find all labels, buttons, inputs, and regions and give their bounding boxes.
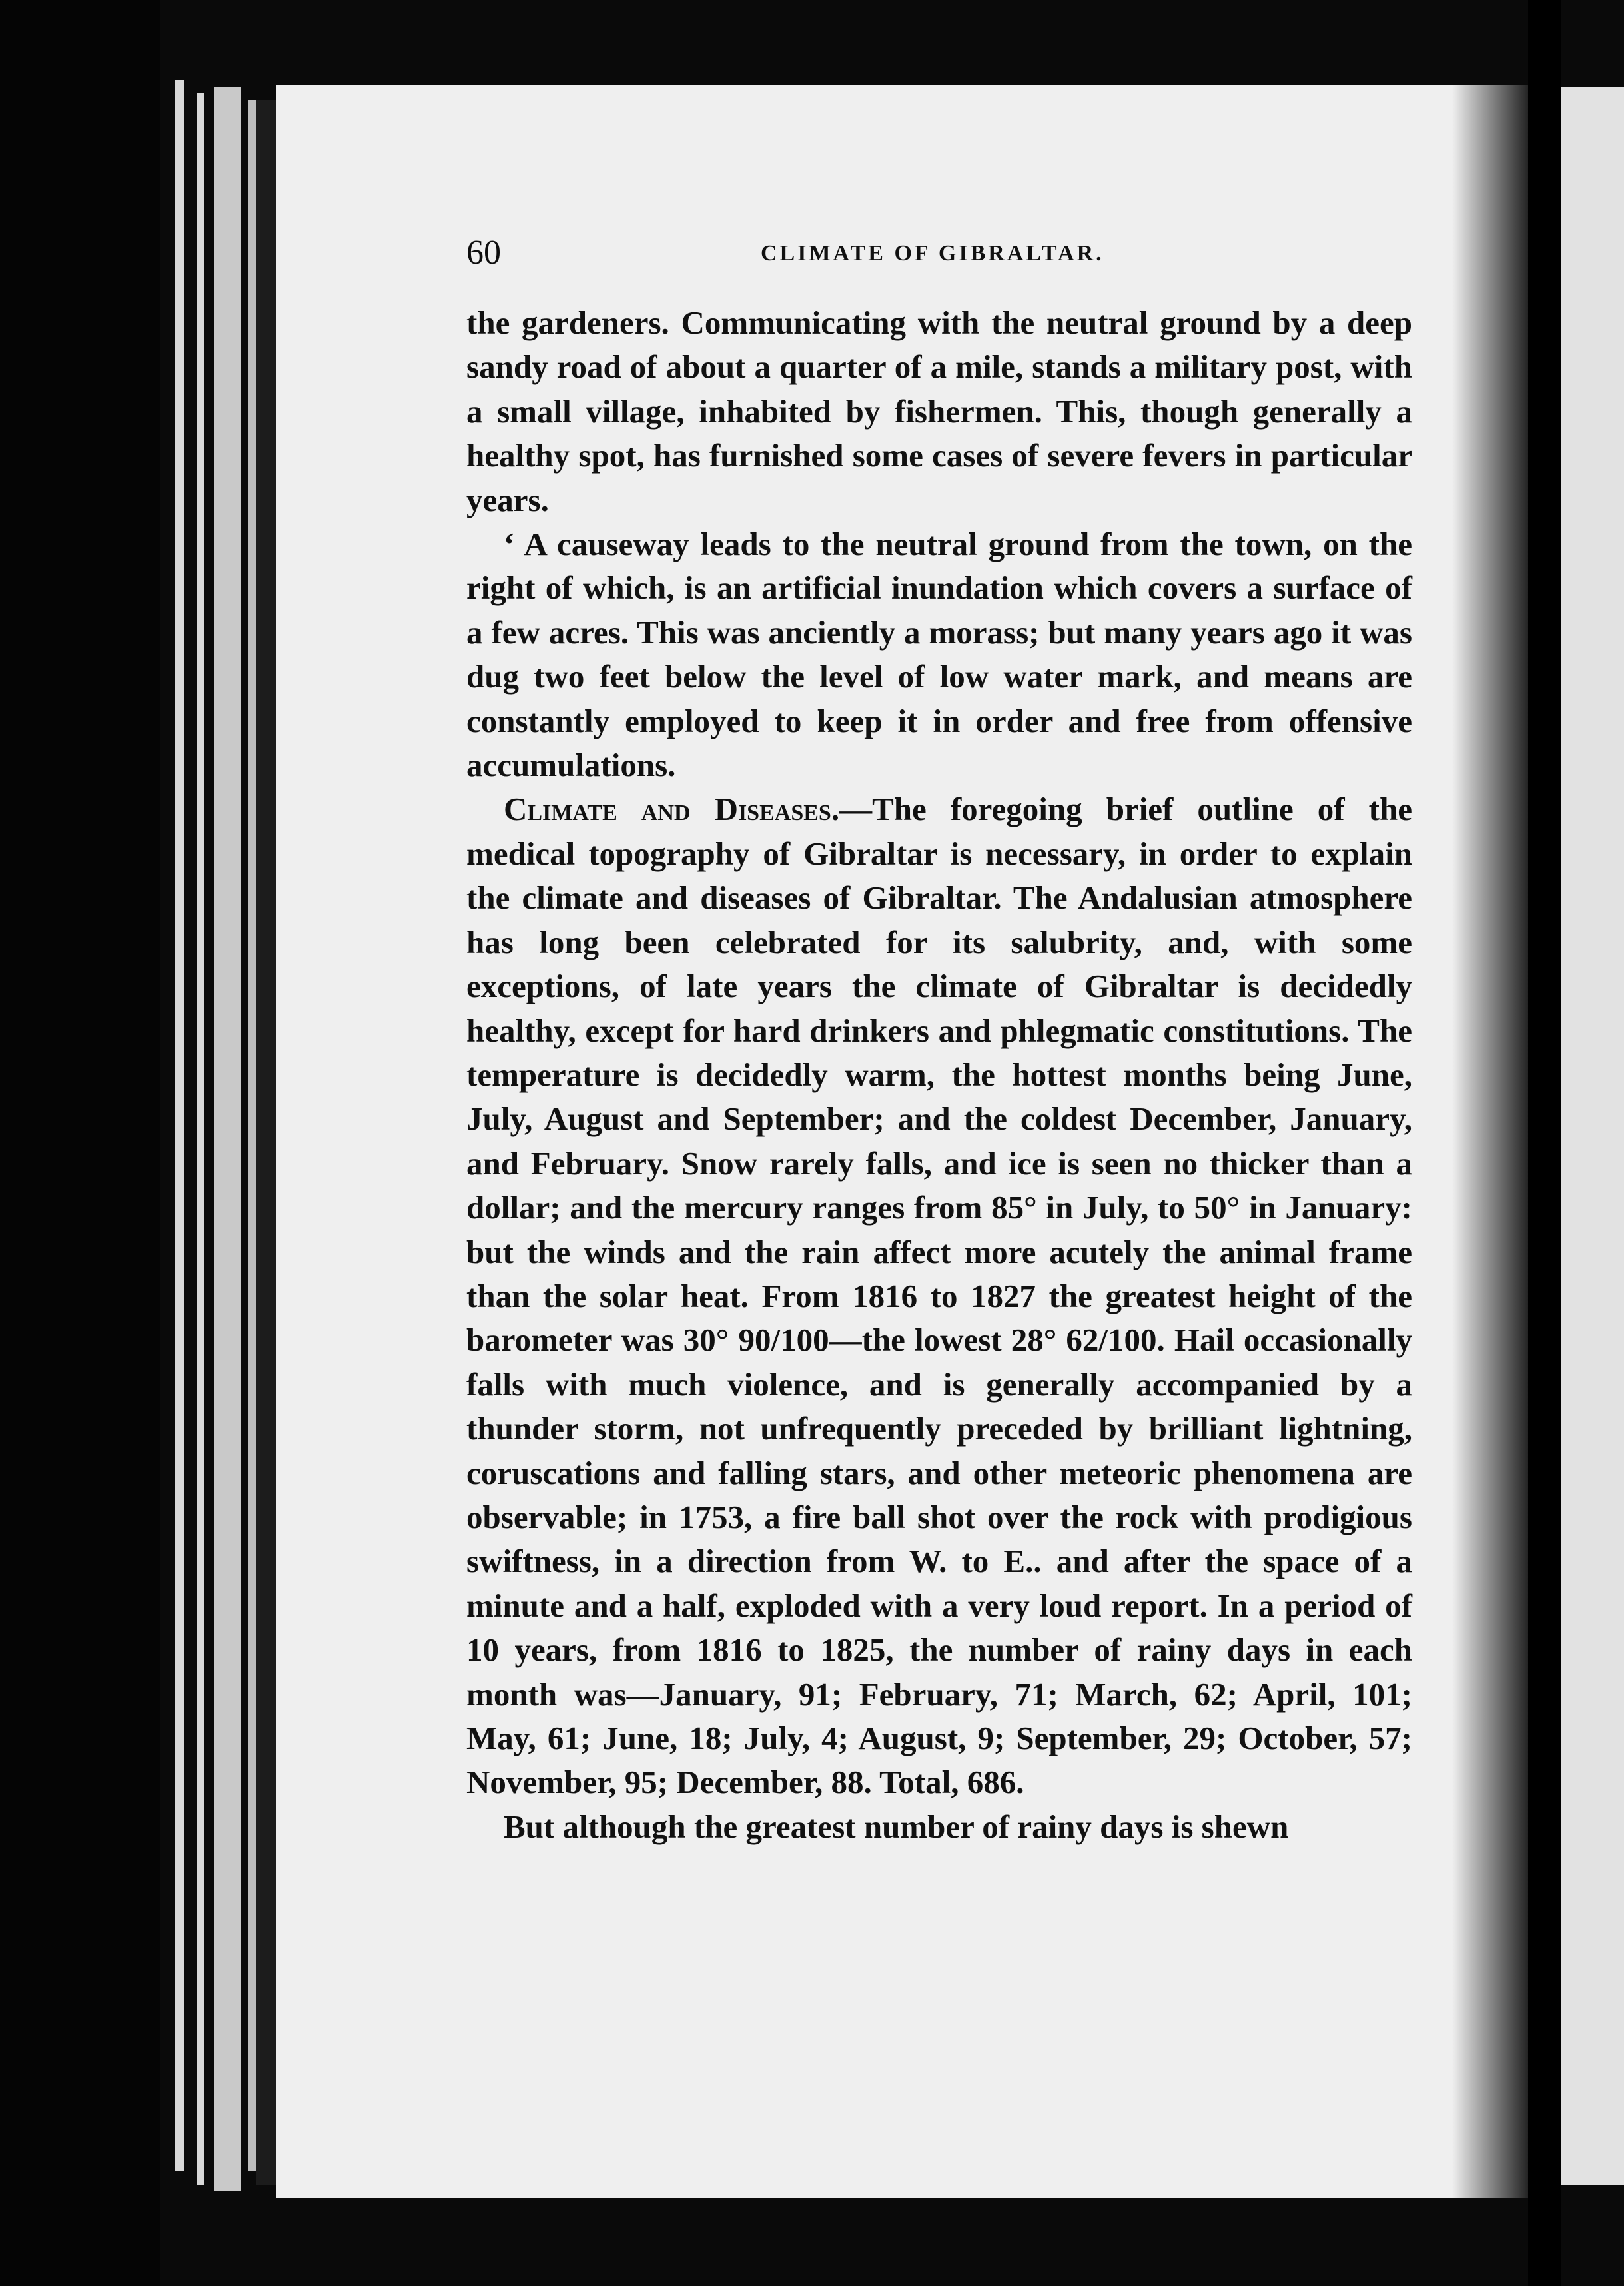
page-edge (214, 87, 241, 2191)
gutter (1528, 0, 1561, 2286)
next-page-edge (1561, 87, 1624, 2185)
page-edge (197, 93, 204, 2185)
paragraph-2: ‘ A causeway leads to the neutral ground from the town, on the right of which, is an artificial inundation which covers a surface of a few acres. This was anciently a morass; but many years ago it was dug two feet below the level of low water mark, and means are constantly employed to keep it in order and free from offensive accumulations. (466, 526, 1412, 784)
scan-background-left (0, 0, 160, 2286)
section-heading: Climate and Diseases. (504, 791, 840, 828)
paragraph-3 (466, 787, 1412, 1804)
paragraph-3-text: —The foregoing brief outline of the medical topography of Gibraltar is necessary, in order to explain the climate and diseases of Gibraltar. The Andalusian atmosphere has long been celebrated for its salubrity, and, with some exceptions, of late years the climate of Gibraltar is decidedly healthy, except for hard drinkers and phlegmatic constitutions. The temperature is decidedly warm, the hottest months being June, July, August and September; and the coldest December, January, and February. Snow rarely falls, and ice is seen no thicker than a dollar; and the mercury ranges from 85° in July, to 50° in January: but the winds and the rain affect more acutely the animal frame than the solar heat. From 1816 to 1827 the greatest height of the barometer was 30° 90/100—the lowest 28° 62/100. Hail occasionally falls with much violence, and is generally accompanied by a thunder storm, not unfrequently preceded by brilliant lightning, coruscations and falling stars, and other meteoric phenomena are observable; in 1753, a fire ball shot over the rock with prodigious swiftness, in a direction from W. to E.. and after the space of a minute and a half, exploded with a very loud report. In a period of 10 years, from 1816 to 1825, the number of rainy days in each month was—January, 91; February, 71; March, 62; April, 101; May, 61; June, 18; July, 4; August, 9; September, 29; October, 57; November, 95; December, 88. Total, 686. (466, 791, 1413, 1801)
page-edge (175, 80, 184, 2171)
book-binding (256, 100, 276, 2185)
page-header (466, 233, 1399, 286)
page-number: 60 (466, 234, 501, 272)
body-text (466, 301, 1412, 1849)
page-shadow (1452, 85, 1528, 2198)
page-edge (248, 100, 256, 2171)
running-head: CLIMATE OF GIBRALTAR. (761, 241, 1104, 266)
paragraph-1: the gardeners. Communicating with the neutral ground by a deep sandy road of about a quarter of a mile, stands a military post, with a small village, inhabited by fishermen. This, though generally a healthy spot, has furnished some cases of severe fevers in particular years. (466, 304, 1412, 518)
paragraph-4: But although the greatest number of rainy days is shewn (504, 1808, 1289, 1845)
